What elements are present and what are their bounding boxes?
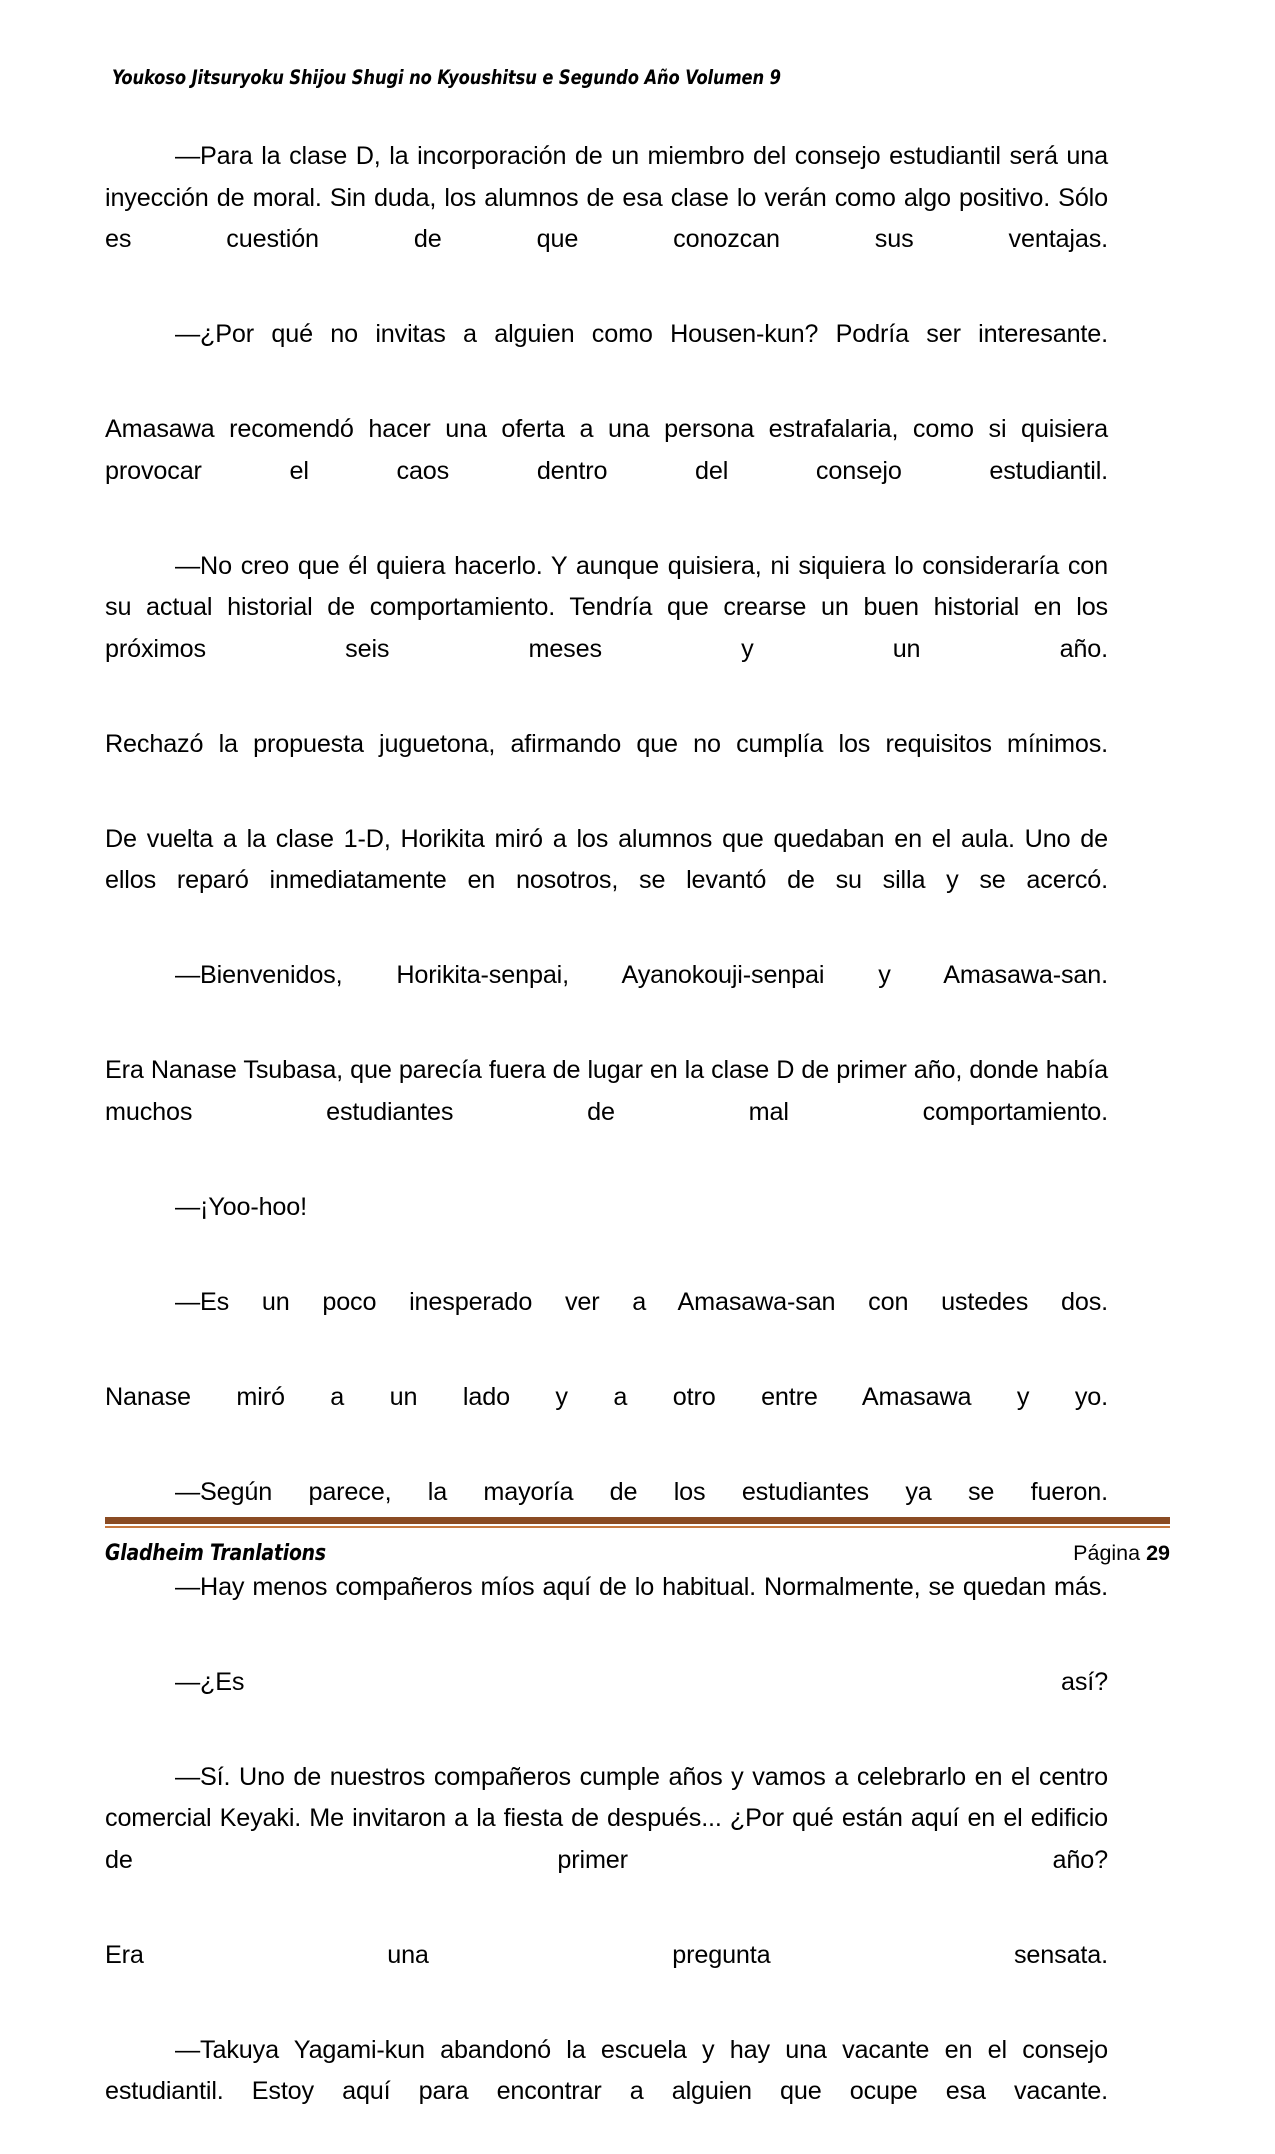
body-paragraph: Rechazó la propuesta juguetona, afirmando que no cumplía los requisitos mínimos. [105, 724, 1108, 807]
body-paragraph: Amasawa recomendó hacer una oferta a una persona estrafalaria, como si quisiera provocar el caos dentro del consejo estudiantil. [105, 409, 1108, 534]
body-paragraph: —Sí. Uno de nuestros compañeros cumple años y vamos a celebrarlo en el centro comercial Keyaki. Me invitaron a la fiesta de después... ¿Por qué están aquí en el edificio de primer año? [105, 1757, 1108, 1923]
body-paragraph: —Para la clase D, la incorporación de un miembro del consejo estudiantil será una inyección de moral. Sin duda, los alumnos de esa clase lo verán como algo positivo. Sólo es cuestión de que conozcan sus ventajas. [105, 136, 1108, 302]
footer-page-value: 29 [1146, 1541, 1170, 1565]
body-paragraph: —Takuya Yagami-kun abandonó la escuela y hay una vacante en el consejo estudiantil. Estoy aquí para encontrar a alguien que ocupe esa vacante. [105, 2030, 1108, 2154]
footer-page-label: Página [1073, 1541, 1140, 1565]
document-body [105, 136, 1108, 2154]
body-paragraph: Era Nanase Tsubasa, que parecía fuera de lugar en la clase D de primer año, donde había muchos estudiantes de mal comportamiento. [105, 1050, 1108, 1175]
header-title: Youkoso Jitsuryoku Shijou Shugi no Kyoushitsu e Segundo Año Volumen 9 [112, 66, 1096, 89]
page-footer [105, 1517, 1170, 1566]
footer-page-number [1073, 1541, 1170, 1566]
footer-divider-thick [105, 1517, 1170, 1524]
body-paragraph: —Hay menos compañeros míos aquí de lo habitual. Normalmente, se quedan más. [105, 1567, 1108, 1650]
body-paragraph: Era una pregunta sensata. [105, 1935, 1108, 2018]
footer-divider-thin [105, 1526, 1170, 1528]
body-paragraph: —Es un poco inesperado ver a Amasawa-san con ustedes dos. [105, 1282, 1108, 1365]
body-paragraph: De vuelta a la clase 1-D, Horikita miró a los alumnos que quedaban en el aula. Uno de ellos reparó inmediatamente en nosotros, se levantó de su silla y se acercó. [105, 819, 1108, 944]
page-header [112, 66, 1170, 96]
body-paragraph: Nanase miró a un lado y a otro entre Amasawa y yo. [105, 1377, 1108, 1460]
body-paragraph: —¿Es así? [105, 1662, 1108, 1745]
body-paragraph: —Bienvenidos, Horikita-senpai, Ayanokouji-senpai y Amasawa-san. [105, 955, 1108, 1038]
body-paragraph: —¿Por qué no invitas a alguien como Housen-kun? Podría ser interesante. [105, 314, 1108, 397]
body-paragraph: —¡Yoo-hoo! [105, 1187, 1108, 1270]
body-paragraph: —Según parece, la mayoría de los estudiantes ya se fueron. [105, 1472, 1108, 1555]
body-paragraph: —No creo que él quiera hacerlo. Y aunque quisiera, ni siquiera lo consideraría con su actual historial de comportamiento. Tendría que crearse un buen historial en los próximos seis meses y un año. [105, 546, 1108, 712]
footer-row [105, 1541, 1170, 1566]
footer-brand: Gladheim Tranlations [105, 1541, 326, 1566]
